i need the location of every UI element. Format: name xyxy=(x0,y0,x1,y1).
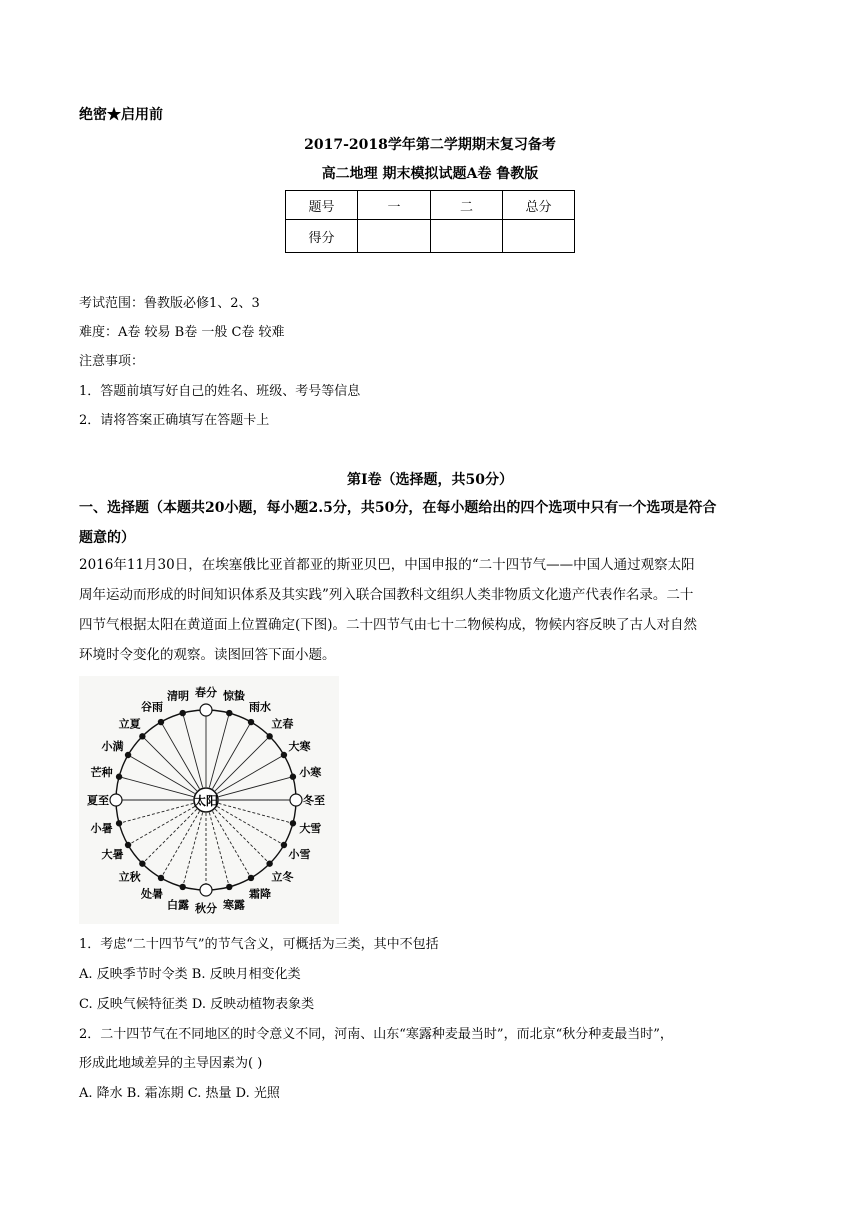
section-instruction xyxy=(79,493,784,553)
score-header-cell: 一 xyxy=(358,191,431,220)
instruction-line: 一、选择题（本题共20小题，每小题2.5分，共50分，在每小题给出的四个选项中只有一个选项是符合 xyxy=(79,500,717,516)
term-label: 谷雨 xyxy=(141,700,163,714)
term-node xyxy=(158,719,164,725)
question-1-options: C. 反映气候特征类 D. 反映动植物表象类 xyxy=(79,997,315,1012)
passage-line: 周年运动而形成的时间知识体系及其实践”列入联合国教科文组织人类非物质文化遗产代表作名录。二十 xyxy=(79,587,694,603)
term-label: 白露 xyxy=(167,898,190,912)
term-label: 小寒 xyxy=(299,766,322,780)
term-node xyxy=(116,820,122,826)
term-node xyxy=(226,710,232,716)
score-row-label: 得分 xyxy=(286,220,358,253)
exam-scope: 考试范围：鲁教版必修1、2、3 xyxy=(79,296,260,311)
term-node xyxy=(290,774,296,780)
term-node xyxy=(139,733,145,739)
score-header-cell: 二 xyxy=(431,191,503,220)
section-title: 第I卷（选择题，共50分） xyxy=(346,472,514,488)
notice-item: 2．请将答案正确填写在答题卡上 xyxy=(79,413,270,428)
term-node xyxy=(110,794,122,806)
question-1-options: A. 反映季节时令类 B. 反映月相变化类 xyxy=(79,967,301,982)
passage-line: 环境时令变化的观察。读图回答下面小题。 xyxy=(79,647,336,663)
term-label: 雨水 xyxy=(249,700,271,714)
question-2-stem: 形成此地域差异的主导因素为( ) xyxy=(79,1056,263,1071)
term-label: 大雪 xyxy=(299,821,322,835)
term-node xyxy=(116,774,122,780)
question-1-stem: 1．考虑“二十四节气”的节气含义，可概括为三类，其中不包括 xyxy=(79,937,439,952)
term-node xyxy=(180,710,186,716)
term-label: 春分 xyxy=(195,686,217,699)
score-table xyxy=(285,190,575,253)
secret-label: 绝密★启用前 xyxy=(79,107,163,123)
term-node xyxy=(200,884,212,896)
term-label: 大暑 xyxy=(101,848,124,861)
term-label: 小暑 xyxy=(90,821,113,835)
term-node xyxy=(139,860,145,866)
term-node xyxy=(248,719,254,725)
term-label: 大寒 xyxy=(288,740,311,753)
question-2-stem: 2．二十四节气在不同地区的时令意义不同，河南、山东“寒露种麦最当时”，而北京“秋分种麦最当时”， xyxy=(79,1027,673,1042)
term-node xyxy=(158,875,164,881)
sun-label: 太阳 xyxy=(193,794,219,808)
term-node xyxy=(125,842,131,848)
term-node xyxy=(248,875,254,881)
term-node xyxy=(180,884,186,890)
term-label: 立春 xyxy=(271,717,294,731)
notice-title: 注意事项： xyxy=(79,354,145,369)
term-label: 立秋 xyxy=(118,870,141,884)
term-label: 寒露 xyxy=(222,898,245,912)
passage xyxy=(79,550,784,670)
term-label: 惊蛰 xyxy=(222,689,245,703)
term-label: 处暑 xyxy=(141,887,163,901)
term-label: 立夏 xyxy=(118,717,141,731)
term-node xyxy=(226,884,232,890)
difficulty-line: 难度：A卷 较易 B卷 一般 C卷 较难 xyxy=(79,325,285,340)
term-label: 小满 xyxy=(101,740,124,753)
term-node xyxy=(290,820,296,826)
score-table-score-row xyxy=(286,220,575,253)
score-header-cell: 总分 xyxy=(503,191,575,220)
term-label: 小雪 xyxy=(288,848,311,861)
score-cell xyxy=(358,220,431,253)
term-node xyxy=(266,860,272,866)
term-node xyxy=(125,752,131,758)
term-node xyxy=(266,733,272,739)
term-label: 芒种 xyxy=(90,766,113,780)
term-label: 冬至 xyxy=(303,794,325,807)
score-table-header-row xyxy=(286,191,575,220)
term-label: 秋分 xyxy=(195,902,217,915)
term-node xyxy=(281,842,287,848)
exam-title: 2017-2018学年第二学期期末复习备考 xyxy=(304,137,556,153)
solar-terms-diagram xyxy=(79,676,339,924)
term-label: 霜降 xyxy=(249,887,271,901)
term-node xyxy=(281,752,287,758)
term-node xyxy=(290,794,302,806)
passage-line: 2016年11月30日，在埃塞俄比亚首都亚的斯亚贝巴，中国申报的“二十四节气——中国人通过观察太阳 xyxy=(79,557,695,573)
score-cell xyxy=(503,220,575,253)
passage-line: 四节气根据太阳在黄道面上位置确定(下图)。二十四节气由七十二物候构成，物候内容反映了古人对自然 xyxy=(79,617,698,633)
exam-subtitle: 高二地理 期末模拟试题A卷 鲁教版 xyxy=(321,166,539,182)
term-label: 夏至 xyxy=(87,794,109,807)
term-label: 立冬 xyxy=(271,870,294,884)
notice-item: 1．答题前填写好自己的姓名、班级、考号等信息 xyxy=(79,384,361,399)
instruction-line: 题意的） xyxy=(79,530,135,546)
score-cell xyxy=(431,220,503,253)
score-header-cell: 题号 xyxy=(286,191,358,220)
term-node xyxy=(200,704,212,716)
question-2-options: A. 降水 B. 霜冻期 C. 热量 D. 光照 xyxy=(79,1086,280,1101)
term-label: 清明 xyxy=(167,689,190,703)
